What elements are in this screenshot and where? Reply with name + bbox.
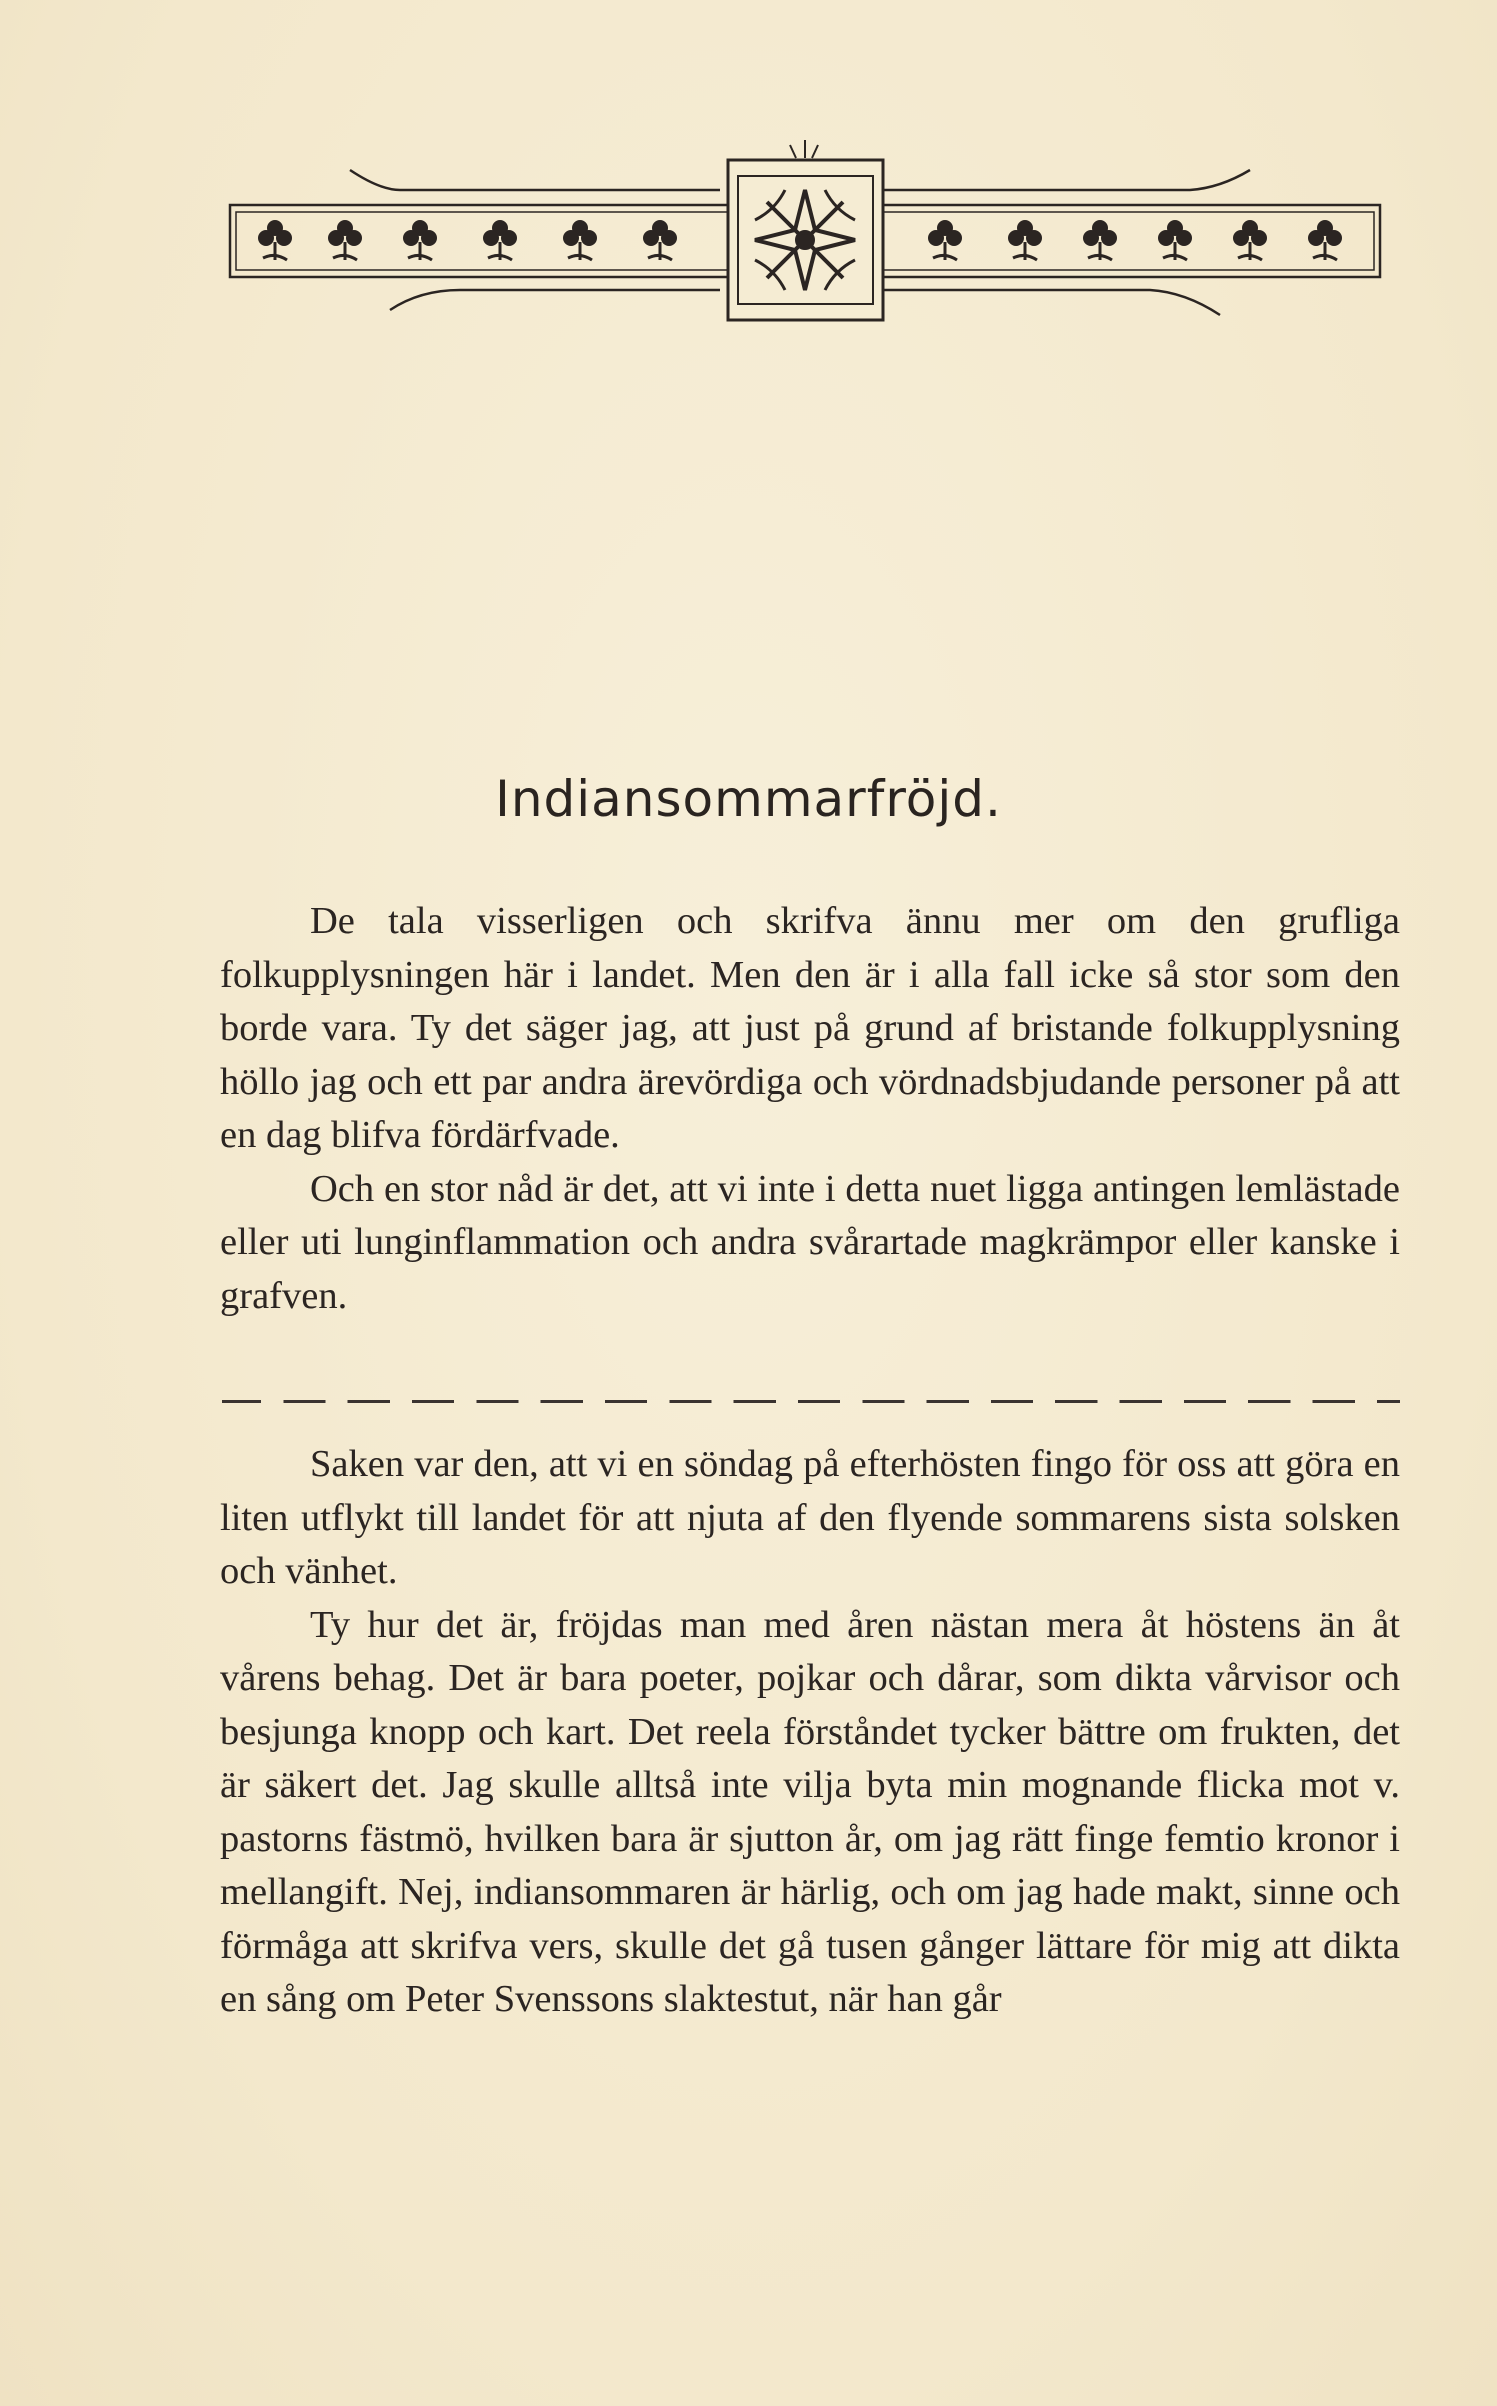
section-divider	[222, 1400, 1400, 1403]
clover-border-ornament	[220, 120, 1390, 340]
paragraph: Ty hur det är, fröjdas man med åren nästan mera åt höstens än åt vårens behag. Det är bara poeter, pojkar och dårar, som dikta vårvisor och besjunga knopp och kart. Det reela förståndet tycker bättre om frukten, det är säkert det. Jag skulle alltså inte vilja byta min mognande flicka mot v. pastorns fästmö, hvilken bara är sjutton år, om jag rätt finge femtio kronor i mellangift. Nej, indiansommaren är härlig, och om jag hade makt, sinne och förmåga att skrifva vers, skulle det gå tusen gånger lättare för mig att dikta en sång om Peter Svenssons slaktestut, när han går	[220, 1603, 1400, 2020]
paragraph: Och en stor nåd är det, att vi inte i detta nuet ligga antingen lemlästade eller uti lunginflammation och andra svårartade magkrämpor eller kanske i grafven.	[220, 1167, 1400, 1317]
page-title: Indiansommarfröjd.	[495, 770, 1002, 828]
text-block-before-divider	[220, 895, 1400, 1323]
paragraph: Saken var den, att vi en söndag på efterhösten fingo för oss att göra en liten utflykt till landet för att njuta af den flyende sommarens sista solsken och vänhet.	[220, 1443, 1400, 1592]
text-block-after-divider	[220, 1438, 1400, 2027]
paragraph: De tala visserligen och skrifva ännu mer om den grufliga folkupplysningen här i landet. Men den är i alla fall icke så stor som den borde vara. Ty det säger jag, att just på grund af bristande folkupplysning höllo jag och ett par andra ärevördiga och vördnadsbjudande personer på att en dag blifva fördärfvade.	[220, 900, 1400, 1156]
